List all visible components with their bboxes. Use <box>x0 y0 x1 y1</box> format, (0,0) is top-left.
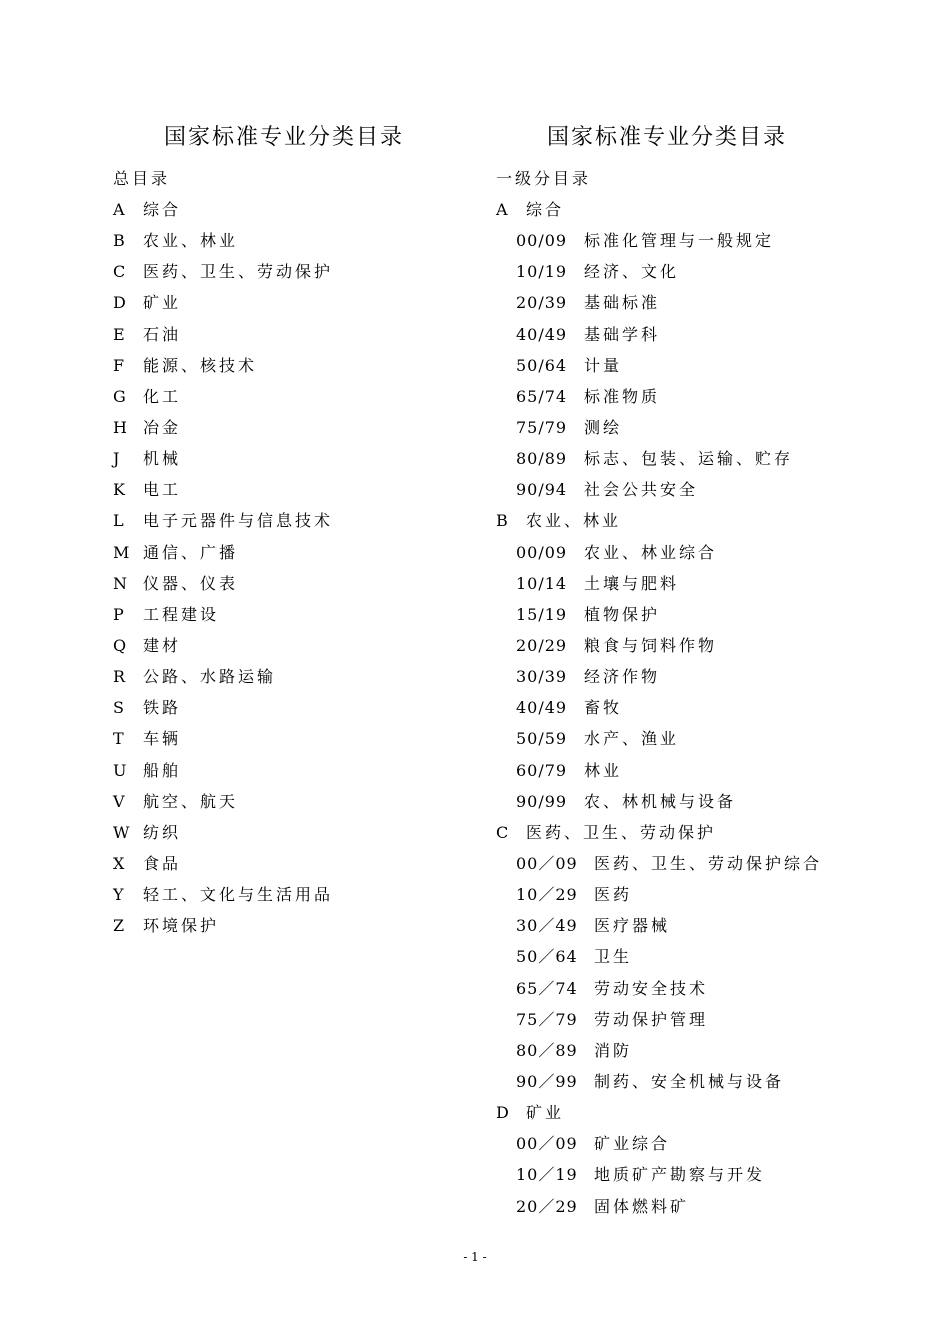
category-code: 50／64 <box>516 947 578 967</box>
category-item <box>496 1102 822 1133</box>
category-name: 公路、水路运输 <box>143 667 277 687</box>
category-name: 综合 <box>143 200 182 219</box>
category-code: 75/79 <box>516 417 568 437</box>
category-code: 30／49 <box>516 916 578 936</box>
category-code: 40/49 <box>516 698 568 718</box>
category-name: 劳动保护管理 <box>594 1009 709 1029</box>
category-code: 20／29 <box>516 1196 578 1216</box>
category-code: 90/99 <box>516 791 568 811</box>
subcategory-item <box>496 1040 822 1071</box>
category-code: 30/39 <box>516 667 568 687</box>
category-code: Z <box>113 916 125 936</box>
category-name: 林业 <box>584 760 623 780</box>
subcategory-item <box>496 417 822 448</box>
subcategory-item <box>496 760 822 791</box>
category-name: 农、林机械与设备 <box>584 791 737 811</box>
subcategory-item <box>496 728 822 759</box>
category-name: 能源、核技术 <box>143 355 258 375</box>
subcategory-item <box>496 355 822 386</box>
category-name: 仪器、仪表 <box>143 573 239 593</box>
category-name: 粮食与饲料作物 <box>584 635 718 655</box>
category-name: 纺织 <box>143 822 182 842</box>
category-item <box>113 791 333 822</box>
subcategory-item <box>496 915 822 946</box>
category-code: 65／74 <box>516 978 578 998</box>
category-code: H <box>113 417 127 437</box>
category-item <box>113 324 333 355</box>
category-name: 标准物质 <box>584 386 661 406</box>
category-name: 农业、林业综合 <box>584 542 718 562</box>
category-name: 畜牧 <box>584 698 623 718</box>
category-code: 10/14 <box>516 573 568 593</box>
subcategory-item <box>496 573 822 604</box>
category-name: 工程建设 <box>143 604 220 624</box>
subcategory-item <box>496 292 822 323</box>
category-code: F <box>113 355 125 375</box>
category-code: 90/94 <box>516 480 568 500</box>
category-code: 10／29 <box>516 885 578 905</box>
category-item <box>113 510 333 541</box>
category-code: 00/09 <box>516 231 568 251</box>
category-code: W <box>113 822 130 842</box>
category-code: 50/64 <box>516 355 568 375</box>
subcategory-item <box>496 479 822 510</box>
category-code: 65/74 <box>516 386 568 406</box>
category-name: 经济作物 <box>584 667 661 687</box>
category-code: Q <box>113 635 127 655</box>
category-code: D <box>496 1103 509 1123</box>
category-code: A <box>113 200 125 219</box>
category-name: 医药、卫生、劳动保护 <box>143 262 334 282</box>
category-name: 农业、林业 <box>143 231 239 251</box>
category-name: 医疗器械 <box>594 916 671 936</box>
page-title: 国家标准专业分类目录 <box>164 125 405 150</box>
category-code: 50/59 <box>516 729 568 749</box>
category-code: C <box>113 262 126 282</box>
category-code: A <box>496 200 508 219</box>
category-item <box>113 199 333 230</box>
category-name: 计量 <box>584 355 623 375</box>
category-code: J <box>113 449 120 469</box>
category-code: 10/19 <box>516 262 568 282</box>
category-name: 基础标准 <box>584 293 661 313</box>
category-code: B <box>113 231 125 251</box>
category-item <box>113 417 333 448</box>
subcategory-item <box>496 604 822 635</box>
subcategory-item <box>496 1071 822 1102</box>
category-name: 制药、安全机械与设备 <box>594 1071 785 1091</box>
category-code: 00／09 <box>516 853 578 873</box>
category-code: 20/29 <box>516 635 568 655</box>
subcategory-item <box>496 1133 822 1164</box>
category-code: E <box>113 324 125 344</box>
category-name: 医药 <box>594 885 633 905</box>
category-code: Y <box>113 885 124 905</box>
category-name: 石油 <box>143 324 182 344</box>
category-code: S <box>113 698 124 718</box>
subcategory-item <box>496 448 822 479</box>
category-code: V <box>113 791 125 811</box>
main-category-list <box>113 199 333 946</box>
subcategory-item <box>496 1196 822 1227</box>
category-item <box>113 884 333 915</box>
category-name: 矿业 <box>143 293 182 313</box>
category-name: 固体燃料矿 <box>594 1196 690 1216</box>
category-item <box>496 199 822 230</box>
page-number: - 1 - <box>463 1250 487 1264</box>
page-title: 国家标准专业分类目录 <box>547 125 788 150</box>
category-name: 消防 <box>594 1040 633 1060</box>
category-item <box>496 510 822 541</box>
category-name: 车辆 <box>143 729 182 749</box>
category-code: L <box>113 511 124 531</box>
category-name: 基础学科 <box>584 324 661 344</box>
category-item <box>113 853 333 884</box>
category-name: 劳动安全技术 <box>594 978 709 998</box>
category-name: 标志、包装、运输、贮存 <box>584 449 794 469</box>
category-code: 00/09 <box>516 542 568 562</box>
subcategory-item <box>496 542 822 573</box>
category-code: B <box>496 511 508 531</box>
category-item <box>113 697 333 728</box>
category-code: 80/89 <box>516 449 568 469</box>
category-name: 铁路 <box>143 698 182 718</box>
subcategory-item <box>496 853 822 884</box>
category-name: 社会公共安全 <box>584 480 699 500</box>
category-code: N <box>113 573 127 593</box>
category-name: 电子元器件与信息技术 <box>143 511 334 531</box>
category-name: 航空、航天 <box>143 791 239 811</box>
category-name: 卫生 <box>594 947 633 967</box>
subcategory-item <box>496 697 822 728</box>
category-code: K <box>113 480 125 500</box>
category-item <box>113 604 333 635</box>
subcategory-item <box>496 666 822 697</box>
category-code: C <box>496 822 509 842</box>
category-name: 矿业综合 <box>594 1134 671 1154</box>
category-name: 标准化管理与一般规定 <box>584 231 775 251</box>
category-name: 通信、广播 <box>143 542 239 562</box>
sub-category-list <box>496 199 822 1227</box>
subcategory-item <box>496 791 822 822</box>
category-name: 矿业 <box>526 1103 565 1123</box>
category-item <box>113 573 333 604</box>
category-code: 40/49 <box>516 324 568 344</box>
category-name: 环境保护 <box>143 916 220 936</box>
category-code: U <box>113 760 127 780</box>
category-name: 食品 <box>143 853 182 873</box>
subcategory-item <box>496 635 822 666</box>
category-item <box>113 915 333 946</box>
category-name: 水产、渔业 <box>584 729 680 749</box>
subcategory-item <box>496 1164 822 1195</box>
category-code: 15/19 <box>516 604 568 624</box>
category-code: 75／79 <box>516 1009 578 1029</box>
category-name: 电工 <box>143 480 182 500</box>
category-code: X <box>113 853 125 873</box>
category-name: 机械 <box>143 449 182 469</box>
category-item <box>113 355 333 386</box>
category-code: 90／99 <box>516 1071 578 1091</box>
category-name: 医药、卫生、劳动保护综合 <box>594 853 823 873</box>
subcategory-item <box>496 324 822 355</box>
category-code: 20/39 <box>516 293 568 313</box>
category-name: 农业、林业 <box>526 511 622 531</box>
category-code: 10／19 <box>516 1165 578 1185</box>
category-code: D <box>113 293 126 313</box>
subcategory-item <box>496 386 822 417</box>
category-item <box>113 728 333 759</box>
category-item <box>113 479 333 510</box>
subcategory-item <box>496 884 822 915</box>
category-name: 地质矿产勘察与开发 <box>594 1165 766 1185</box>
category-item <box>113 822 333 853</box>
subcategory-item <box>496 1009 822 1040</box>
category-code: 00／09 <box>516 1134 578 1154</box>
category-item <box>113 635 333 666</box>
category-name: 船舶 <box>143 760 182 780</box>
category-name: 综合 <box>526 200 565 219</box>
category-code: M <box>113 542 130 562</box>
category-name: 土壤与肥料 <box>584 573 680 593</box>
section-heading: 总目录 <box>113 169 171 188</box>
section-heading: 一级分目录 <box>496 169 592 188</box>
category-item <box>113 261 333 292</box>
subcategory-item <box>496 230 822 261</box>
category-name: 化工 <box>143 386 182 406</box>
category-code: 60/79 <box>516 760 568 780</box>
category-item <box>113 386 333 417</box>
category-item <box>113 542 333 573</box>
category-item <box>113 292 333 323</box>
subcategory-item <box>496 978 822 1009</box>
category-code: 80／89 <box>516 1040 578 1060</box>
category-name: 测绘 <box>584 417 623 437</box>
category-name: 经济、文化 <box>584 262 680 282</box>
category-code: T <box>113 729 124 749</box>
category-item <box>113 666 333 697</box>
category-name: 冶金 <box>143 417 182 437</box>
category-item <box>113 760 333 791</box>
category-item <box>496 822 822 853</box>
category-name: 医药、卫生、劳动保护 <box>526 822 717 842</box>
category-item <box>113 230 333 261</box>
category-name: 植物保护 <box>584 604 661 624</box>
subcategory-item <box>496 946 822 977</box>
category-name: 轻工、文化与生活用品 <box>143 885 334 905</box>
category-code: R <box>113 667 126 687</box>
subcategory-item <box>496 261 822 292</box>
category-item <box>113 448 333 479</box>
category-code: G <box>113 386 126 406</box>
category-name: 建材 <box>143 635 182 655</box>
category-code: P <box>113 604 124 624</box>
